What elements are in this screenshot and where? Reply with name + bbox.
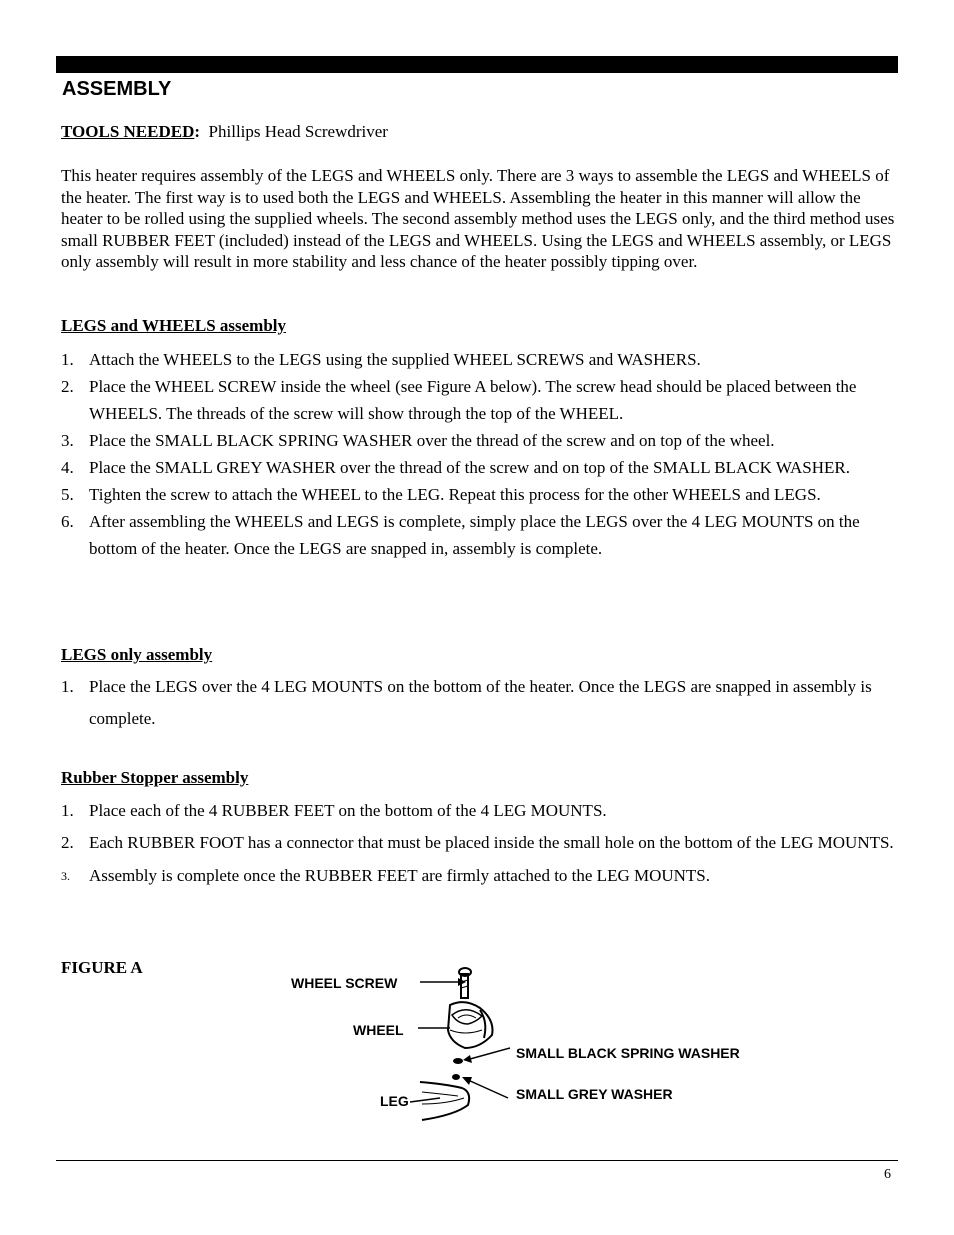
list-item — [61, 346, 897, 373]
step-number: 1. — [61, 350, 74, 369]
assembly-diagram — [410, 960, 530, 1130]
step-text: Each RUBBER FOOT has a connector that must be placed inside the small hole on the bottom of the LEG MOUNTS. — [89, 833, 894, 852]
step-number: 3. — [61, 431, 74, 450]
step-number: 6. — [61, 512, 74, 531]
legs-wheels-title: LEGS and WHEELS assembly — [61, 316, 287, 335]
callout-wheel-screw: WHEEL SCREW — [291, 975, 398, 991]
list-item — [61, 860, 897, 892]
step-text: Tighten the screw to attach the WHEEL to the LEG. Repeat this process for the other WHEELS and LEGS. — [89, 485, 821, 504]
step-text: Assembly is complete once the RUBBER FEET are firmly attached to the LEG MOUNTS. — [89, 866, 711, 885]
figure-label: FIGURE A — [61, 958, 143, 977]
intro-paragraph: This heater requires assembly of the LEGS and WHEELS only. There are 3 ways to assemble the LEGS and WHEELS of the heater. The first way is to used both the LEGS and WHEELS. Assembling the heater in this manner will allow the heater to be rolled using the supplied wheels. The second assembly method uses the LEGS only, and the third method uses small RUBBER FEET (included) instead of the LEGS and WHEELS. Using the LEGS and WHEELS assembly, or LEGS only assembly will result in more stability and less chance of the heater possibly tipping over. — [61, 166, 895, 271]
tools-value: Phillips Head Screwdriver — [208, 122, 388, 141]
wheel-icon — [448, 1002, 493, 1048]
tools-label: TOOLS NEEDED — [61, 122, 195, 141]
page-heading: ASSEMBLY — [62, 78, 172, 100]
callout-grey-washer: SMALL GREY WASHER — [516, 1086, 673, 1102]
rubber-title: Rubber Stopper assembly — [61, 768, 249, 787]
list-item — [61, 373, 897, 427]
list-item — [61, 508, 897, 562]
list-item — [61, 454, 897, 481]
step-number: 4. — [61, 458, 74, 477]
legs-only-title: LEGS only assembly — [61, 645, 213, 664]
footer-rule — [56, 1160, 898, 1161]
spring-washer-icon — [453, 1058, 463, 1064]
step-text: Attach the WHEELS to the LEGS using the supplied WHEEL SCREWS and WASHERS. — [89, 350, 701, 369]
list-item — [61, 827, 897, 859]
list-item — [61, 481, 897, 508]
callout-wheel: WHEEL — [353, 1022, 404, 1038]
callout-spring-washer: SMALL BLACK SPRING WASHER — [516, 1045, 740, 1061]
grey-washer-icon — [452, 1074, 460, 1080]
arrow-spring-washer — [470, 1048, 510, 1059]
step-text: After assembling the WHEELS and LEGS is complete, simply place the LEGS over the 4 LEG MOUNTS on the bottom of the heater. Once the LEGS are snapped in, assembly is complete. — [89, 512, 860, 558]
rubber-steps — [61, 795, 897, 892]
list-item — [61, 795, 897, 827]
step-text: Place the WHEEL SCREW inside the wheel (see Figure A below). The screw head should be placed between the WHEELS. The threads of the screw will show through the top of the WHEEL. — [89, 377, 857, 423]
arrow-grey-washer — [468, 1080, 508, 1098]
legs-only-steps — [61, 671, 897, 735]
step-text: Place the SMALL BLACK SPRING WASHER over the thread of the screw and on top of the wheel. — [89, 431, 775, 450]
list-item — [61, 427, 897, 454]
step-number: 2. — [61, 833, 74, 852]
step-number: 2. — [61, 377, 74, 396]
tools-colon: : — [194, 122, 201, 141]
header-rule — [56, 56, 898, 73]
list-item — [61, 671, 897, 735]
step-number: 3. — [61, 869, 70, 883]
step-text: Place each of the 4 RUBBER FEET on the bottom of the 4 LEG MOUNTS. — [89, 801, 607, 820]
callout-leg: LEG — [380, 1093, 409, 1109]
step-text: Place the LEGS over the 4 LEG MOUNTS on the bottom of the heater. Once the LEGS are snapped in assembly is complete. — [89, 677, 872, 728]
legs-wheels-steps — [61, 346, 897, 562]
leg-icon — [410, 1082, 469, 1120]
step-number: 1. — [61, 801, 74, 820]
step-number: 5. — [61, 485, 74, 504]
step-number: 1. — [61, 677, 74, 696]
tools-needed — [61, 122, 388, 142]
step-text: Place the SMALL GREY WASHER over the thread of the screw and on top of the SMALL BLACK WASHER. — [89, 458, 850, 477]
page-number: 6 — [884, 1167, 891, 1182]
